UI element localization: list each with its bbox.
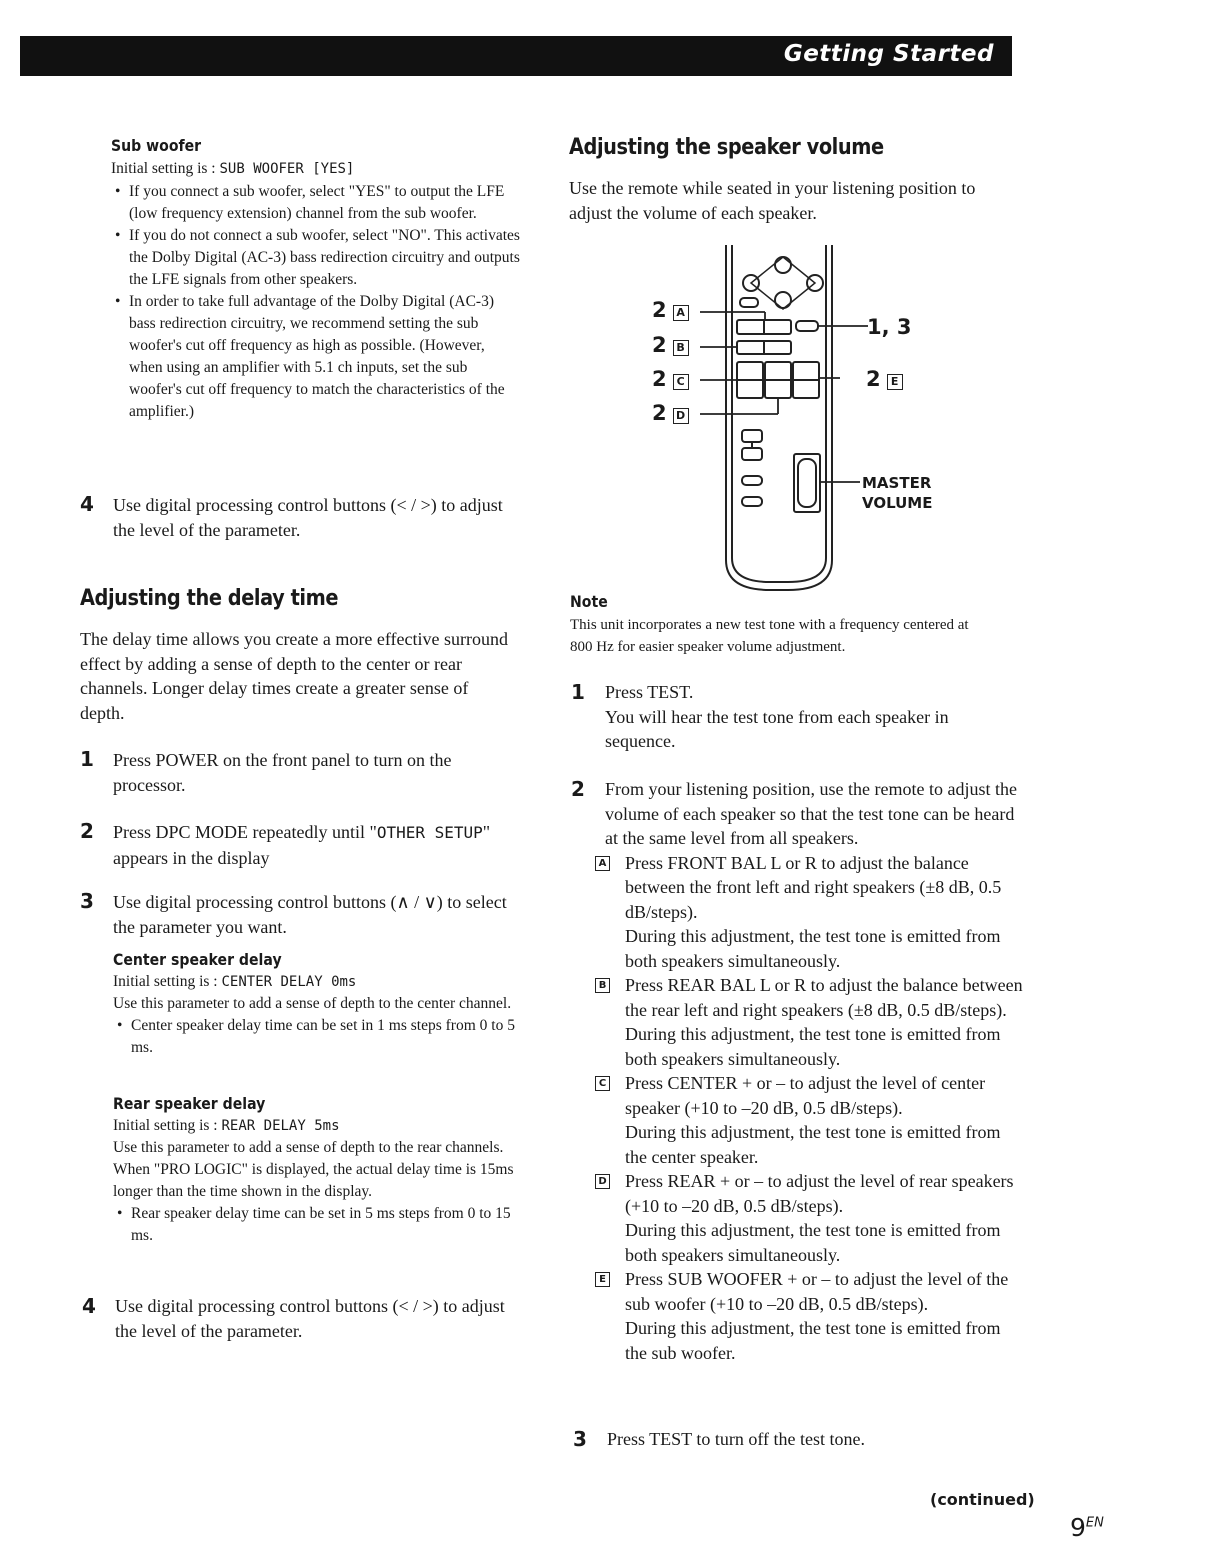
subwoofer-initial: Initial setting is : SUB WOOFER [YES] <box>111 160 355 177</box>
step-text: From your listening position, use the remote to adjust the volume of each speaker so that the test tone can be heard at the same level from all speakers. A Press FRONT BAL L or R to adjust the balance between the front left and right speakers (±8 dB, 0.5 dB/steps). During this adjustment, the test tone is emitted from both speakers simultaneously. B Press REAR BAL L or R to adjust the balance between the rear left and right speakers (±8 dB, 0.5 dB/steps). During this adjustment, the test tone is emitted from both speakers simultaneously. C Press CENTER + or – to adjust the level of center speaker (+10 to –20 dB, 0.5 dB/steps). During this adjustment, the test tone is emitted from the center speaker. D Press REAR + or – to adjust the level of rear speakers (+10 to –20 dB, 0.5 dB/steps). During this adjustment, the test tone is emitted from both speakers simultaneously. E Press SUB WOOFER + or – to adjust the level of the sub woofer (+10 to –20 dB, 0.5 dB/steps). During this adjustment, the test tone is emitted from the sub woofer. <box>605 777 1025 1365</box>
speaker-volume-heading: Adjusting the speaker volume <box>569 135 884 160</box>
step-number: 1 <box>571 680 585 704</box>
note-heading: Note <box>570 592 608 611</box>
subwoofer-initial-value: SUB WOOFER [YES] <box>219 161 355 177</box>
diagram-label-2e: 2 E <box>866 367 907 391</box>
center-delay-section <box>113 950 523 1059</box>
boxed-letter-icon: A <box>673 305 689 321</box>
boxed-letter-icon: E <box>887 374 903 390</box>
note-text: This unit incorporates a new test tone with a frequency centered at 800 Hz for easier speaker volume adjustment. <box>570 617 969 655</box>
boxed-letter-icon: E <box>595 1272 610 1287</box>
master-volume-slider <box>798 459 816 507</box>
rear-delay-initial: Initial setting is : REAR DELAY 5ms <box>113 1117 340 1134</box>
diagram-label-2d: 2 D <box>652 401 693 425</box>
small-button <box>742 448 762 460</box>
list-item: • If you do not connect a sub woofer, select "NO". This activates the Dolby Digital (AC-3) bass redirection circuitry and outputs the LFE signals from other speakers. <box>111 225 521 291</box>
step-number: 2 <box>80 819 94 843</box>
step-text: Use digital processing control buttons (< / >) to adjust the level of the parameter. <box>115 1296 505 1341</box>
step-text: Press TEST to turn off the test tone. <box>607 1429 865 1449</box>
diagram-label-1-3: 1, 3 <box>867 315 912 339</box>
diagram-label-2c: 2 C <box>652 367 693 391</box>
diagram-label-2a: 2 A <box>652 298 693 322</box>
substep-b: B Press REAR BAL L or R to adjust the balance between the rear left and right speakers (±8 dB, 0.5 dB/steps). During this adjustment, the test tone is emitted from both speakers simultaneously. <box>591 973 1025 1071</box>
diagram-label-2b: 2 B <box>652 333 693 357</box>
section-title: Getting Started <box>783 41 994 67</box>
step-text: Press TEST. You will hear the test tone from each speaker in sequence. <box>605 682 949 751</box>
substep-a: A Press FRONT BAL L or R to adjust the balance between the front left and right speakers (±8 dB, 0.5 dB/steps). During this adjustment, the test tone is emitted from both speakers simultaneously. <box>591 851 1025 974</box>
step-number: 3 <box>573 1427 587 1451</box>
center-delay-initial: Initial setting is : CENTER DELAY 0ms <box>113 973 357 990</box>
delay-heading: Adjusting the delay time <box>80 586 339 611</box>
list-item: • In order to take full advantage of the Dolby Digital (AC-3) bass redirection circuitry, we recommend setting the sub woofer's cut off frequency as high as possible. (However, when using an amplifier with 5.1 ch inputs, set the sub woofer's cut off frequency to match the characteristics of the amplifier.) <box>111 291 521 423</box>
step-text: Press POWER on the front panel to turn on the processor. <box>113 750 452 795</box>
rear-delay-desc: Use this parameter to add a sense of depth to the rear channels. <box>113 1139 504 1156</box>
step-text: Use digital processing control buttons (< / >) to adjust the level of the parameter. <box>113 495 503 540</box>
substep-c: C Press CENTER + or – to adjust the level of center speaker (+10 to –20 dB, 0.5 dB/steps). During this adjustment, the test tone is emitted from the center speaker. <box>591 1071 1025 1169</box>
master-volume-label: MASTER VOLUME <box>862 474 933 512</box>
step-number: 4 <box>82 1294 96 1318</box>
dpad-top <box>775 257 791 273</box>
speaker-volume-intro: Use the remote while seated in your listening position to adjust the volume of each speaker. <box>569 178 976 223</box>
step-number: 2 <box>571 777 585 801</box>
step-text: Press DPC MODE repeatedly until "OTHER SETUP" appears in the display <box>113 822 491 868</box>
small-button <box>740 298 758 307</box>
subwoofer-bullets <box>111 181 521 423</box>
list-item: • If you connect a sub woofer, select "YES" to output the LFE (low frequency extension) channel from the sub woofer. <box>111 181 521 225</box>
substep-d: D Press REAR + or – to adjust the level of rear speakers (+10 to –20 dB, 0.5 dB/steps). During this adjustment, the test tone is emitted from both speakers simultaneously. <box>591 1169 1025 1267</box>
step-number: 1 <box>80 747 94 771</box>
dpad-bottom <box>775 292 791 308</box>
small-button <box>742 476 762 485</box>
small-button <box>742 430 762 442</box>
center-delay-bullets <box>113 1015 523 1059</box>
boxed-letter-icon: B <box>673 340 689 356</box>
delay-intro: The delay time allows you create a more effective surround effect by adding a sense of depth to the center or rear channels. Longer delay times create a greater sense of depth. <box>80 629 508 723</box>
rear-delay-section <box>113 1094 523 1247</box>
rear-delay-desc2: When "PRO LOGIC" is displayed, the actual delay time is 15ms longer than the time shown in the display. <box>113 1161 514 1200</box>
remote-outline <box>726 245 832 590</box>
step-number: 3 <box>80 889 94 913</box>
rear-delay-bullets <box>113 1203 523 1247</box>
rear-delay-heading: Rear speaker delay <box>113 1094 266 1113</box>
subwoofer-section <box>111 136 521 423</box>
step-number: 4 <box>80 492 94 516</box>
boxed-letter-icon: D <box>595 1174 610 1189</box>
step-text: Use digital processing control buttons (∧ / ∨) to select the parameter you want. <box>113 892 507 937</box>
small-button <box>742 497 762 506</box>
substep-e: E Press SUB WOOFER + or – to adjust the level of the sub woofer (+10 to –20 dB, 0.5 dB/steps). During this adjustment, the test tone is emitted from the sub woofer. <box>591 1267 1025 1365</box>
subwoofer-heading: Sub woofer <box>111 136 202 155</box>
center-delay-desc: Use this parameter to add a sense of depth to the center channel. <box>113 995 512 1012</box>
header-banner <box>20 36 1012 76</box>
list-item: • Rear speaker delay time can be set in 5 ms steps from 0 to 15 ms. <box>113 1203 523 1247</box>
list-item: • Center speaker delay time can be set in 1 ms steps from 0 to 5 ms. <box>113 1015 523 1059</box>
boxed-letter-icon: B <box>595 978 610 993</box>
boxed-letter-icon: D <box>673 408 689 424</box>
dpad-frame <box>751 257 815 309</box>
continued-label: (continued) <box>930 1490 1035 1509</box>
center-delay-heading: Center speaker delay <box>113 950 282 969</box>
page-number: $9^{EN}$ <box>1070 1513 1104 1542</box>
test-button <box>796 321 818 331</box>
boxed-letter-icon: A <box>595 856 610 871</box>
boxed-letter-icon: C <box>595 1076 610 1091</box>
boxed-letter-icon: C <box>673 374 689 390</box>
